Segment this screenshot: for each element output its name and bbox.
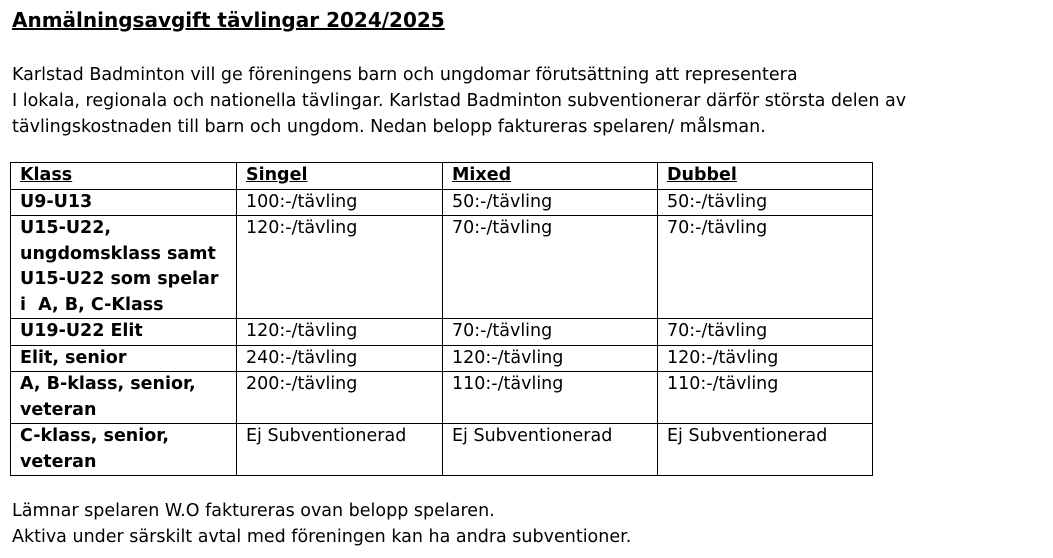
cell-singel: Ej Subventionerad <box>237 424 443 476</box>
cell-singel: 120:-/tävling <box>237 216 443 319</box>
klass-line: U9-U13 <box>20 191 93 212</box>
header-singel: Singel <box>237 163 443 190</box>
cell-klass <box>11 189 237 216</box>
cell-dubbel: 110:-/tävling <box>658 372 873 424</box>
cell-mixed: 50:-/tävling <box>443 189 658 216</box>
table-row <box>11 189 873 216</box>
table-row <box>11 319 873 346</box>
klass-line: C-klass, senior, <box>20 426 169 446</box>
cell-mixed: Ej Subventionerad <box>443 424 658 476</box>
intro-line: Karlstad Badminton vill ge föreningens barn och ungdomar förutsättning att representera <box>12 65 798 85</box>
fee-table <box>10 162 873 476</box>
header-dubbel: Dubbel <box>658 163 873 190</box>
header-mixed: Mixed <box>443 163 658 190</box>
table-header-row <box>11 163 873 190</box>
cell-klass <box>11 424 237 476</box>
klass-line: ungdomsklass samt <box>20 243 216 264</box>
cell-mixed: 120:-/tävling <box>443 345 658 372</box>
footer-notes <box>12 498 631 550</box>
table-row <box>11 424 873 476</box>
cell-singel: 120:-/tävling <box>237 319 443 346</box>
klass-line: U15-U22 som spelar <box>20 269 219 289</box>
cell-klass <box>11 216 237 319</box>
cell-klass <box>11 372 237 424</box>
table-row <box>11 216 873 319</box>
cell-klass <box>11 319 237 346</box>
cell-singel: 240:-/tävling <box>237 345 443 372</box>
klass-line: U19-U22 Elit <box>20 321 143 341</box>
intro-line: I lokala, regionala och nationella tävlingar. Karlstad Badminton subventionerar därför största delen av <box>12 91 907 111</box>
cell-dubbel: 50:-/tävling <box>658 189 873 216</box>
footer-line: Aktiva under särskilt avtal med föreningen kan ha andra subventioner. <box>12 527 632 547</box>
intro-paragraph <box>12 62 1047 140</box>
klass-line: veteran <box>20 451 97 472</box>
header-klass: Klass <box>11 163 237 190</box>
klass-line: A, B-klass, senior, <box>20 374 196 394</box>
klass-line: Elit, senior <box>20 347 127 368</box>
cell-dubbel: 120:-/tävling <box>658 345 873 372</box>
footer-line: Lämnar spelaren W.O faktureras ovan belopp spelaren. <box>12 501 495 521</box>
cell-mixed: 70:-/tävling <box>443 319 658 346</box>
cell-dubbel: 70:-/tävling <box>658 216 873 319</box>
cell-dubbel: Ej Subventionerad <box>658 424 873 476</box>
cell-klass <box>11 345 237 372</box>
klass-line: i A, B, C-Klass <box>20 294 164 315</box>
cell-mixed: 110:-/tävling <box>443 372 658 424</box>
klass-line: veteran <box>20 399 97 420</box>
klass-line: U15-U22, <box>20 218 112 238</box>
table-row <box>11 345 873 372</box>
cell-dubbel: 70:-/tävling <box>658 319 873 346</box>
page-title: Anmälningsavgift tävlingar 2024/2025 <box>12 8 445 32</box>
cell-mixed: 70:-/tävling <box>443 216 658 319</box>
table-row <box>11 372 873 424</box>
intro-line: tävlingskostnaden till barn och ungdom. Nedan belopp faktureras spelaren/ målsman. <box>12 117 766 137</box>
cell-singel: 100:-/tävling <box>237 189 443 216</box>
cell-singel: 200:-/tävling <box>237 372 443 424</box>
